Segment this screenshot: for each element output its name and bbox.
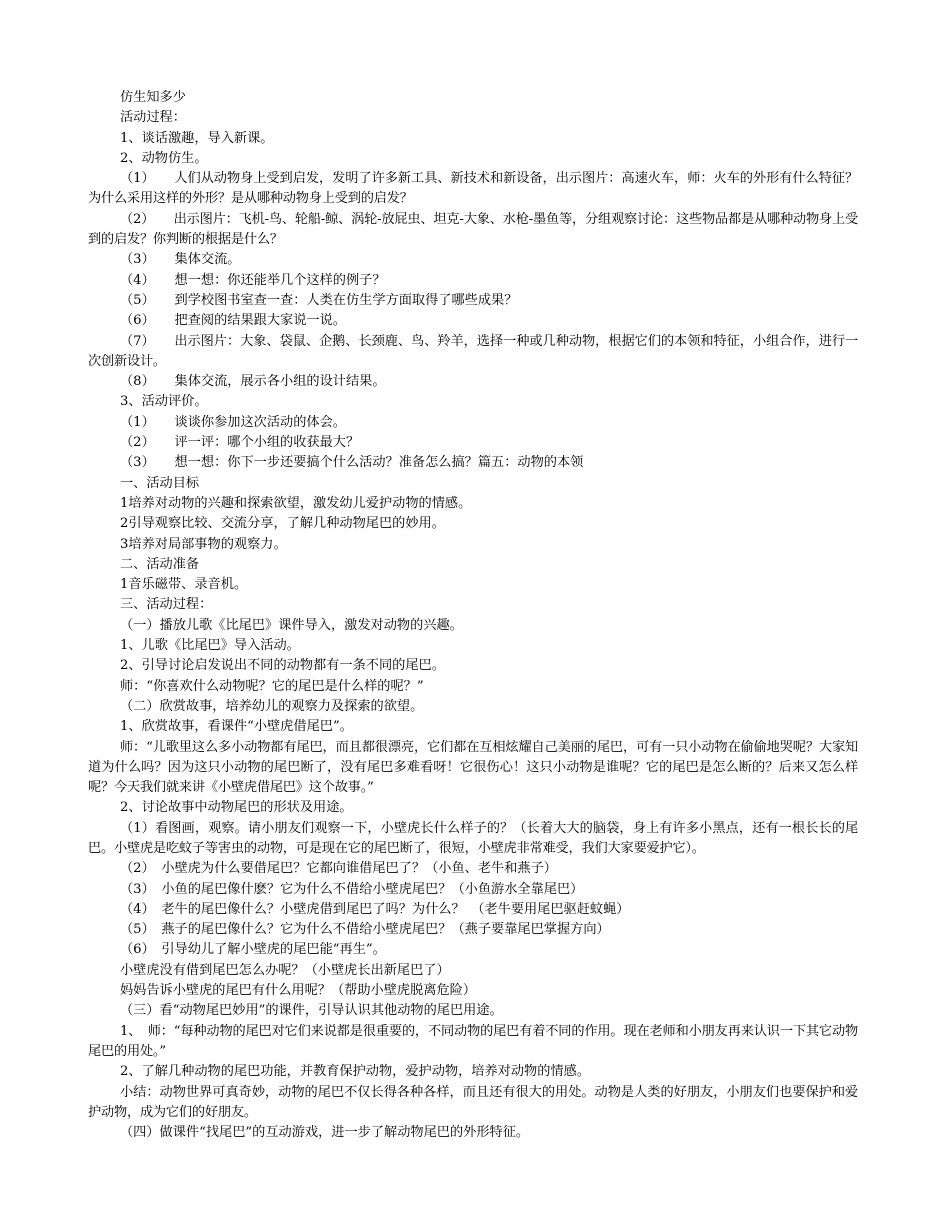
paragraph: 1、谈话激趣，导入新课。 [120,130,274,146]
paragraph: （3） 小鱼的尾巴像什麽？它为什么不借给小壁虎尾巴？（小鱼游水全靠尾巴） [120,881,584,897]
paragraph: 2、讨论故事中动物尾巴的形状及用途。 [120,800,353,816]
paragraph: 2、引导讨论启发说出不同的动物都有一条不同的尾巴。 [120,658,445,674]
paragraph: （4） 老牛的尾巴像什么？小壁虎借到尾巴了吗？为什么？ （老牛要用尾巴驱赶蚊蝇） [120,901,630,917]
doc-title: 仿生知多少 [120,90,186,105]
paragraph: （3） 想一想：你下一步还要搞个什么活动？准备怎么搞？篇五：动物的本领 [120,455,584,471]
paragraph: 1音乐磁带、录音机。 [120,577,248,593]
paragraph: （5） 燕子的尾巴像什么？它为什么不借给小壁虎尾巴？（燕子要靠尾巴掌握方向） [120,922,610,938]
paragraph: 师：“儿歌里这么多小动物都有尾巴，而且都很漂亮，它们都在互相炫耀自己美丽的尾巴，可有一只小动物在偷偷地哭呢？大家知道为什么吗？因为这只小动物的尾巴断了，没有尾巴多难看呀！它很伤心！这只小动物是谁呢？它的尾巴是怎么断的？后来又怎么样呢？今天我们就来讲《小壁虎借尾巴》这个故事。” [88,739,858,796]
paragraph: （三）看“动物尾巴妙用”的课件，引导认识其他动物的尾巴用途。 [120,1003,503,1019]
section-heading: 三、活动过程： [120,597,213,613]
paragraph: 小壁虎没有借到尾巴怎么办呢？（小壁虎长出新尾巴了） [120,962,450,978]
paragraph: 1、欣赏故事，看课件“小壁虎借尾巴”。 [120,719,353,735]
paragraph: （四）做课件“找尾巴”的互动游戏，进一步了解动物尾巴的外形特征。 [120,1125,530,1141]
paragraph: （8） 集体交流，展示各小组的设计结果。 [120,374,386,390]
paragraph: 2引导观察比较、交流分享，了解几种动物尾巴的妙用。 [120,516,445,532]
paragraph: （4） 想一想：你还能举几个这样的例子？ [120,272,386,288]
paragraph: （2） 出示图片：飞机-鸟、轮船-鲸、涡轮-放屁虫、坦克-大象、水枪-墨鱼等，分组观察讨论：这些物品都是从哪种动物身上受到的启发？你判断的根据是什么？ [88,211,858,248]
paragraph: （1）看图画，观察。请小朋友们观察一下，小壁虎长什么样子的？（长着大大的脑袋，身上有许多小黑点，还有一根长长的尾巴。小壁虎是吃蚊子等害虫的动物，可是现在它的尾巴断了，很短，小壁虎非常难受，我们大家要爱护它）。 [88,820,858,856]
paragraph: 师：“你喜欢什么动物呢？它的尾巴是什么样的呢？” [120,678,424,694]
paragraph: 1、儿歌《比尾巴》导入活动。 [120,638,300,654]
paragraph: 3、活动评价。 [120,394,208,410]
document-body [88,88,858,1143]
paragraph: （7） 出示图片：大象、袋鼠、企鹅、长颈鹿、鸟、羚羊，选择一种或几种动物，根据它们的本领和特征，小组合作，进行一次创新设计。 [88,333,858,369]
paragraph: （2） 小壁虎为什么要借尾巴？它都向谁借尾巴了？（小鱼、老牛和燕子） [120,861,557,877]
paragraph: （5） 到学校图书室查一查：人类在仿生学方面取得了哪些成果？ [120,292,518,308]
paragraph: （6） 把查阅的结果跟大家说一说。 [120,313,346,329]
paragraph: （3） 集体交流。 [120,252,241,268]
paragraph: （二）欣赏故事，培养幼儿的观察力及探索的欲望。 [120,698,424,714]
paragraph: （1） 谈谈你参加这次活动的体会。 [120,414,346,430]
paragraph: 2、动物仿生。 [120,150,208,166]
paragraph: （1） 人们从动物身上受到启发，发明了许多新工具、新技术和新设备，出示图片：高速火车，师：火车的外形有什么特征？为什么采用这样的外形？是从哪种动物身上受到的启发？ [88,171,858,207]
paragraph: （6） 引导幼儿了解小壁虎的尾巴能“再生”。 [120,942,386,958]
paragraph: 3培养对局部事物的观察力。 [120,536,287,552]
paragraph: （一）播放儿歌《比尾巴》课件导入，激发对动物的兴趣。 [120,617,463,633]
section-heading: 一、活动目标 [120,475,200,491]
paragraph: 1、 师：“每种动物的尾巴对它们来说都是很重要的，不同动物的尾巴有着不同的作用。现在老师和小朋友再来认识一下其它动物尾巴的用处。” [88,1023,858,1059]
paragraph: 小结：动物世界可真奇妙，动物的尾巴不仅长得各种各样，而且还有很大的用处。动物是人类的好朋友，小朋友们也要保护和爱护动物，成为它们的好朋友。 [88,1084,858,1120]
paragraph: 2、了解几种动物的尾巴功能，并教育保护动物，爱护动物，培养对动物的情感。 [120,1064,590,1080]
paragraph: 活动过程： [120,110,186,126]
paragraph: 1培养对动物的兴趣和探索欲望，激发幼儿爱护动物的情感。 [120,495,472,511]
section-heading: 二、活动准备 [120,556,200,572]
paragraph: 妈妈告诉小壁虎的尾巴有什么用呢？（帮助小壁虎脱离危险） [120,983,477,999]
paragraph: （2） 评一评：哪个小组的收获最大？ [120,435,360,451]
